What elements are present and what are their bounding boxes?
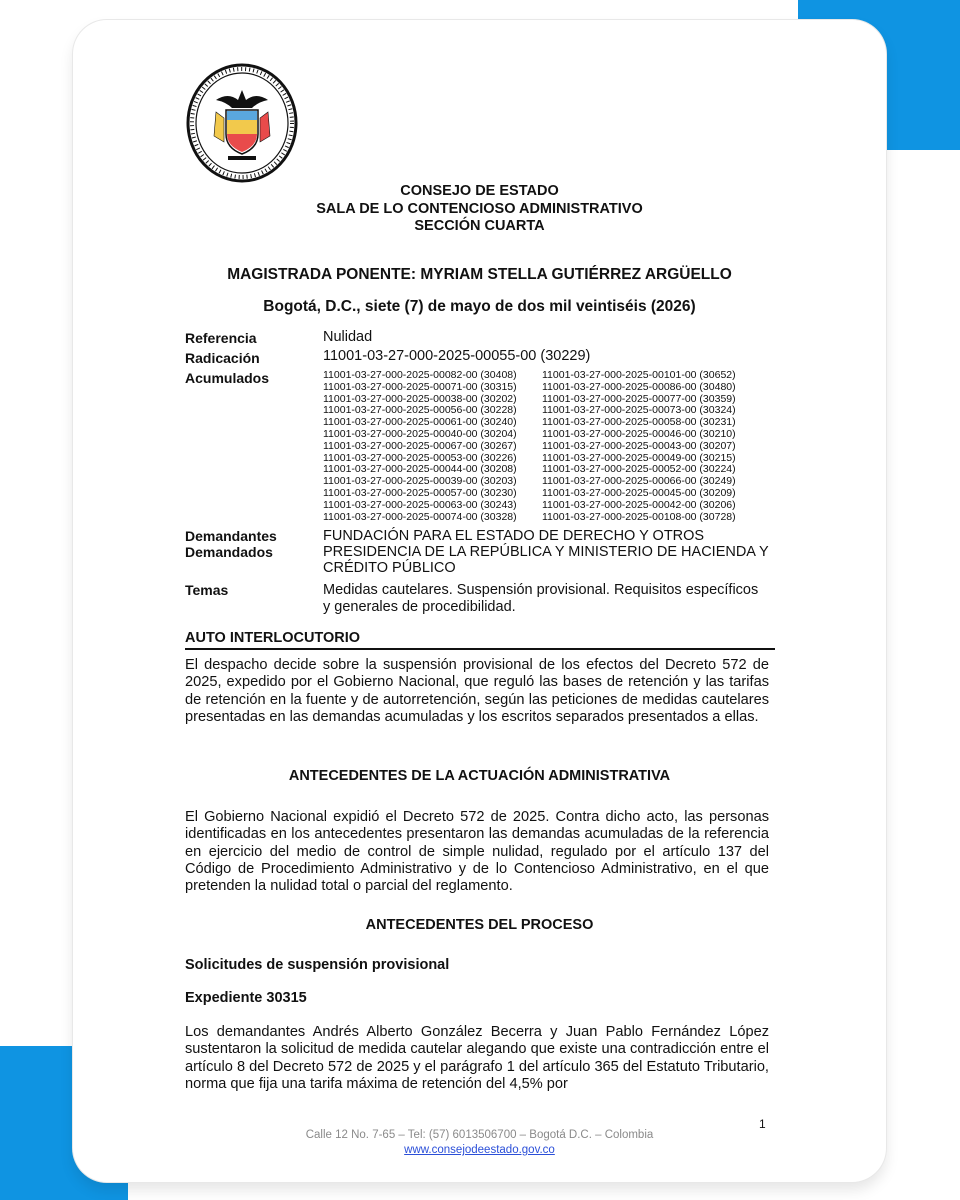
case-number: 11001-03-27-000-2025-00073-00 (30324) bbox=[542, 404, 736, 417]
court-name: CONSEJO DE ESTADO bbox=[400, 183, 559, 199]
temas-value-line1: Medidas cautelares. Suspensión provisional. Requisitos específicos bbox=[323, 582, 759, 598]
referencia-label: Referencia bbox=[185, 330, 257, 346]
radicacion-value: 11001-03-27-000-2025-00055-00 (30229) bbox=[323, 348, 591, 364]
temas-value-line2: y generales de procedibilidad. bbox=[323, 599, 516, 615]
case-number: 11001-03-27-000-2025-00053-00 (30226) bbox=[323, 451, 517, 464]
case-number: 11001-03-27-000-2025-00101-00 (30652) bbox=[542, 369, 736, 381]
subheading-expediente: Expediente 30315 bbox=[185, 990, 307, 1006]
radicacion-label: Radicación bbox=[185, 350, 260, 366]
case-number: 11001-03-27-000-2025-00046-00 (30210) bbox=[542, 427, 736, 440]
case-number: 11001-03-27-000-2025-00049-00 (30215) bbox=[542, 451, 736, 464]
document-page bbox=[73, 20, 886, 1182]
case-number: 11001-03-27-000-2025-00058-00 (30231) bbox=[542, 416, 736, 429]
case-number: 11001-03-27-000-2025-00056-00 (30228) bbox=[323, 404, 517, 417]
case-number: 11001-03-27-000-2025-00042-00 (30206) bbox=[542, 498, 736, 511]
footer-address: Calle 12 No. 7-65 – Tel: (57) 6013506700 – Bogotá D.C. – Colombia bbox=[305, 1129, 654, 1141]
website-link[interactable]: www.consejodeestado.gov.co bbox=[404, 1144, 555, 1156]
demandados-value-line1: PRESIDENCIA DE LA REPÚBLICA Y MINISTERIO DE HACIENDA Y bbox=[323, 544, 769, 560]
case-number: 11001-03-27-000-2025-00063-00 (30243) bbox=[323, 498, 517, 511]
case-number: 11001-03-27-000-2025-00067-00 (30267) bbox=[323, 439, 517, 452]
page-number: 1 bbox=[759, 1117, 766, 1131]
case-number: 11001-03-27-000-2025-00061-00 (30240) bbox=[323, 416, 517, 429]
acumulados-column-1 bbox=[323, 370, 517, 523]
case-number: 11001-03-27-000-2025-00108-00 (30728) bbox=[542, 510, 736, 523]
case-number: 11001-03-27-000-2025-00039-00 (30203) bbox=[323, 475, 517, 488]
case-number: 11001-03-27-000-2025-00057-00 (30230) bbox=[323, 486, 517, 499]
auto-paragraph: El despacho decide sobre la suspensión provisional de los efectos del Decreto 572 de 2025, expedido por el Gobierno Nacional, que reguló las bases de retención y las tarifas de retención en la fuente y de autorretención, según las peticiones de medidas cautelares presentadas en las demandas acumuladas y los escritos separados presentados a ellas. bbox=[185, 657, 769, 725]
demandantes-label: Demandantes bbox=[185, 528, 277, 544]
section-title-proceso: ANTECEDENTES DEL PROCESO bbox=[365, 917, 594, 933]
temas-label: Temas bbox=[185, 582, 229, 598]
auto-interlocutorio-title: AUTO INTERLOCUTORIO bbox=[185, 630, 361, 646]
case-number: 11001-03-27-000-2025-00074-00 (30328) bbox=[323, 510, 517, 523]
case-number: 11001-03-27-000-2025-00086-00 (30480) bbox=[542, 380, 736, 393]
demandantes-value: FUNDACIÓN PARA EL ESTADO DE DERECHO Y OTROS bbox=[323, 528, 705, 544]
consejo-de-estado-seal-logo bbox=[186, 62, 298, 184]
case-number: 11001-03-27-000-2025-00043-00 (30207) bbox=[542, 439, 736, 452]
demandados-label: Demandados bbox=[185, 544, 273, 560]
actuacion-paragraph: El Gobierno Nacional expidió el Decreto 572 de 2025. Contra dicho acto, las personas identificadas en los antecedentes presentaron las demandas acumuladas de la referencia en ejercicio del medio de control de simple nulidad, regulado por el artículo 137 del Código de Procedimiento Administrativo y de lo Contencioso Administrativo, en el que pretenden la nulidad total o parcial del reglamento. bbox=[185, 809, 769, 895]
demandados-value-line2: CRÉDITO PÚBLICO bbox=[323, 560, 456, 576]
chamber-name: SALA DE LO CONTENCIOSO ADMINISTRATIVO bbox=[316, 200, 643, 217]
case-number: 11001-03-27-000-2025-00077-00 (30359) bbox=[542, 392, 736, 405]
case-number: 11001-03-27-000-2025-00082-00 (30408) bbox=[323, 369, 517, 381]
court-heading bbox=[73, 183, 886, 236]
divider bbox=[185, 648, 775, 650]
section-name: SECCIÓN CUARTA bbox=[414, 218, 545, 234]
acumulados-column-2 bbox=[542, 370, 736, 523]
case-number: 11001-03-27-000-2025-00044-00 (30208) bbox=[323, 463, 517, 476]
document-date: Bogotá, D.C., siete (7) de mayo de dos mil veintiséis (2026) bbox=[263, 298, 696, 315]
case-number: 11001-03-27-000-2025-00045-00 (30209) bbox=[542, 486, 736, 499]
section-title-actuacion: ANTECEDENTES DE LA ACTUACIÓN ADMINISTRATIVA bbox=[288, 768, 671, 784]
case-number: 11001-03-27-000-2025-00038-00 (30202) bbox=[323, 392, 517, 405]
case-number: 11001-03-27-000-2025-00066-00 (30249) bbox=[542, 475, 736, 488]
case-number: 11001-03-27-000-2025-00071-00 (30315) bbox=[323, 380, 517, 393]
magistrada-ponente: MAGISTRADA PONENTE: MYRIAM STELLA GUTIÉRREZ ARGÜELLO bbox=[227, 266, 732, 283]
case-number: 11001-03-27-000-2025-00052-00 (30224) bbox=[542, 463, 736, 476]
subheading-solicitudes: Solicitudes de suspensión provisional bbox=[185, 957, 450, 973]
acumulados-label: Acumulados bbox=[185, 370, 270, 386]
case-number: 11001-03-27-000-2025-00040-00 (30204) bbox=[323, 427, 517, 440]
referencia-value: Nulidad bbox=[323, 329, 373, 345]
expediente-paragraph: Los demandantes Andrés Alberto González Becerra y Juan Pablo Fernández López sustentaron la solicitud de medida cautelar alegando que existe una contradicción entre el artículo 8 del Decreto 572 de 2025 y el parágrafo 1 del artículo 365 del Estatuto Tributario, norma que fija una tarifa máxima de retención del 4,5% por bbox=[185, 1024, 769, 1092]
